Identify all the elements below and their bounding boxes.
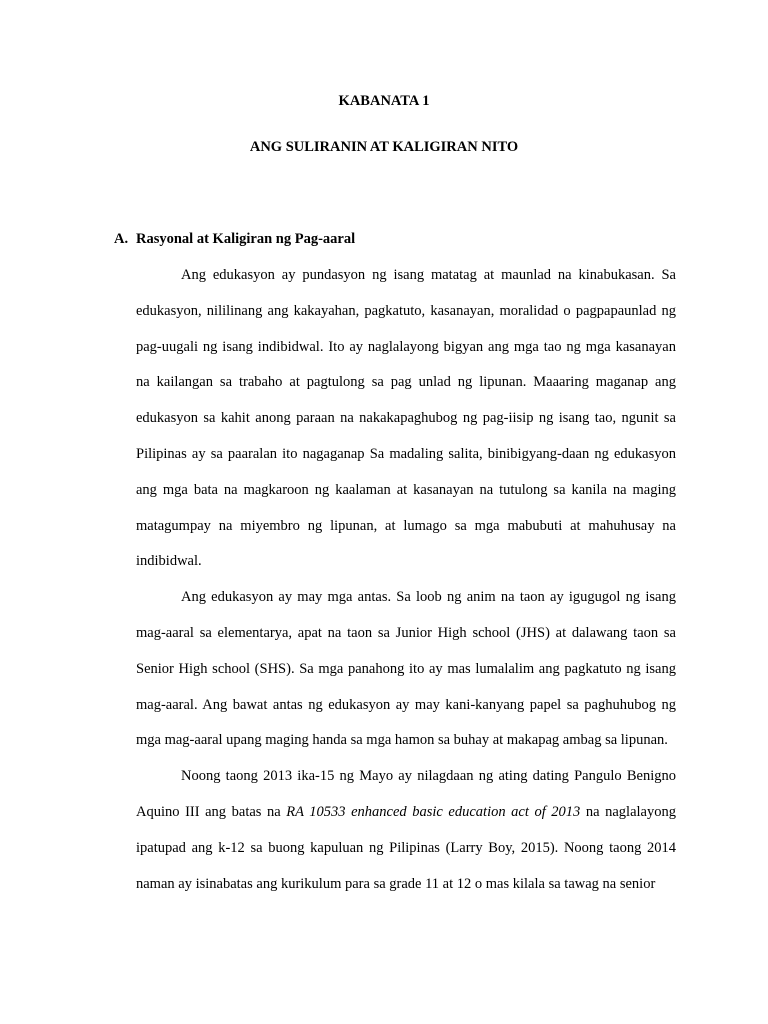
section-marker: A.	[114, 231, 129, 247]
chapter-title: ANG SULIRANIN AT KALIGIRAN NITO	[249, 139, 519, 155]
paragraph-3-text-start: Noong taong 2013 ika-15 ng Mayo ay nilagdaan ng ating dating Pangulo Benigno Aquino III ang batas na	[136, 768, 676, 820]
section-title: Rasyonal at Kaligiran ng Pag-aaral	[136, 231, 356, 247]
law-title-italic: RA 10533 enhanced basic education act of 2013	[286, 803, 581, 820]
paragraph-3-text-end: na naglalayong ipatupad ang k-12 sa buong kapuluan ng Pilipinas (Larry Boy, 2015). Noong taong 2014 naman ay isinabatas ang kurikulum para sa grade 11 at 12 o mas kilala sa tawag na senior	[136, 803, 676, 892]
paragraph-1: Ang edukasyon ay pundasyon ng isang matatag at maunlad na kinabukasan. Sa edukasyon, nililinang ang kakayahan, pagkatuto, kasanayan, moralidad o pagpapaunlad ng pag-uugali ng isang indibidwal. Ito ay naglalayong bigyan ang mga tao ng mga kasanayan na kailangan sa trabaho at pagtulong sa pag unlad ng lipunan. Maaaring maganap ang edukasyon sa kahit anong paraan na nakakapaghubog ng pag-iisip ng isang tao, ngunit sa Pilipinas ay sa paaralan ito nagaganap Sa madaling salita, binibigyang-daan ng edukasyon ang mga bata na magkaroon ng kaalaman at kasanayan na tutulong sa kanila na maging matagumpay na miyembro ng lipunan, at lumago sa mga mabubuti at mahuhusay na indibidwal.	[136, 267, 676, 570]
chapter-number: KABANATA 1	[338, 93, 430, 109]
section-heading	[114, 231, 355, 248]
body-text	[136, 258, 676, 902]
paragraph-2: Ang edukasyon ay may mga antas. Sa loob ng anim na taon ay igugugol ng isang mag-aaral sa elementarya, apat na taon sa Junior High school (JHS) at dalawang taon sa Senior High school (SHS). Sa mga panahong ito ay mas lumalalim ang pagkatuto ng isang mag-aaral. Ang bawat antas ng edukasyon ay may kani-kanyang papel sa paghuhubog ng mga mag-aaral upang maging handa sa mga hamon sa buhay at makapag ambag sa lipunan.	[136, 589, 676, 749]
paragraph-3	[136, 759, 676, 902]
